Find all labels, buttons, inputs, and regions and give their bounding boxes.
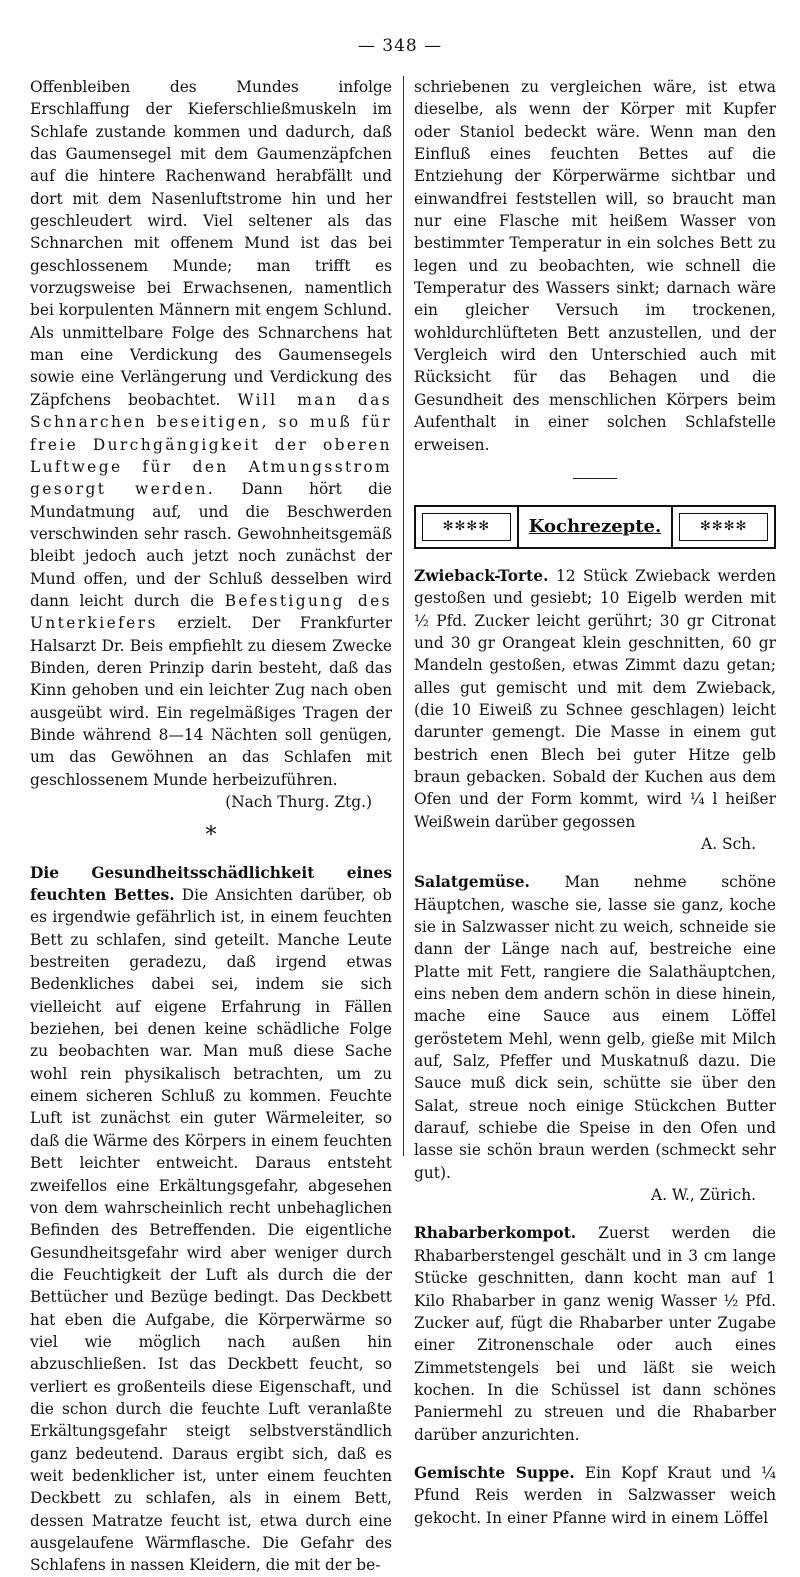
recipe-paragraph — [414, 1462, 776, 1529]
section-rule — [573, 478, 617, 479]
paragraph-text: Dann hört die Mundatmung auf, und die Beschwerden verschwinden sehr rasch. Gewohnheitsgemäß bleibt jedoch auch jetzt noch zunächst der Mund offen, und der Schluß desselben wird dann leicht durch die — [30, 480, 392, 610]
recipe-text: 12 Stück Zwieback werden gestoßen und gesiebt; 10 Eigelb werden mit ½ Pfd. Zucker leicht gerührt; 30 gr Citronat und 30 gr Orangeat klein geschnitten, 60 gr Mandeln gestoßen, etwas Zimmt dazu getan; alles gut gemischt und mit dem Zwieback, (die 10 Eiweiß zu Schnee geschlagen) leicht darunter gemengt. Die Masse in einem gut bestrich enen Blech bei guter Hitze gelb braun gebacken. Sobald der Kuchen aus dem Ofen und der Form kommt, wird ¼ l heißer Weißwein darüber gegossen — [414, 566, 776, 831]
recipe-title: Gemischte Suppe. — [414, 1463, 575, 1482]
article-paragraph — [30, 76, 392, 791]
recipe-signature: A. Sch. — [701, 834, 756, 853]
recipe-text: Ein Kopf Kraut und ¼ Pfund Reis werden in Salzwasser weich gekocht. In einer Pfanne wird in einem Löffel — [414, 1463, 776, 1527]
page-number: — 348 — — [357, 36, 443, 56]
ornament-glyphs: ✻✻✻✻ — [442, 518, 491, 534]
recipe-text: Man nehme schöne Häuptchen, wasche sie, lasse sie ganz, koche sie in Salzwasser nicht zu weich, schneide sie dann der Länge nach auf, bestreiche eine Platte mit Fett, rangiere die Salathäuptchen, eins neben dem andern schön in diese hinein, mache eine Sauce aus einem Löffel geröstetem Mehl, wenn gelb, gieße mit Milch auf, Salz, Pfeffer und Muskatnuß dazu. Die Sauce muß dick sein, schütte sie über den Salat, streue noch einige Stückchen Butter darauf, schiebe die Speise in den Ofen und lasse sie schön braun werden (schmeckt sehr gut). — [414, 873, 776, 1182]
article-continuation: schriebenen zu vergleichen wäre, ist etwa dieselbe, als wenn der Körper mit Kupfer oder Staniol bedeckt wäre. Wenn man den Einfluß eines feuchten Bettes auf die Entziehung der Körperwärme sichtbar und einwandfrei feststellen will, so braucht man nur eine Flasche mit heißem Wasser von bestimmter Temperatur in ein solches Bett zu legen und zu beobachten, wie schnell die Temperatur des Wassers sinkt; darnach wäre ein gleicher Versuch im trockenen, wohldurchlüfteten Bett anzustellen, und der Vergleich wird den Unterschied auch mit Rücksicht für das Behagen und die Gesundheit des menschlichen Körpers beim Aufenthalt in einer solchen Schlafstelle erweisen. — [414, 78, 776, 454]
ornament-right — [679, 513, 768, 541]
recipe-text: Zuerst werden die Rhabarberstengel geschält und in 3 cm lange Stücke geschnitten, dann kocht man auf 1 Kilo Rhabarber in ganz wenig Wasser ½ Pfd. Zucker auf, fügt die Rhabarber unter Zugabe einer Zitronenschale oder auch eines Zimmetstengels bei und läßt sie weich kochen. In die Schüssel ist dann schönes Paniermehl zu streuen und die Rhabarber darüber anzurichten. — [414, 1224, 776, 1444]
paragraph-text: Offenbleiben des Mundes infolge Erschlaffung der Kieferschließmuskeln im Schlafe zustande kommen und dadurch, daß das Gaumensegel mit dem Gaumenzäpfchen auf die hintere Rachenwand herabfällt und dort mit dem Nasenluftstrome hin und her geschleudert wird. Viel seltener als das Schnarchen mit offenem Mund ist das bei geschlossenem Munde; man trifft es vorzugsweise bei Erwachsenen, namentlich bei korpulenten Männern mit engem Schlund. Als unmittelbare Folge des Schnarchens hat man eine Verdickung des Gaumensegels sowie eine Verlängerung und Verdickung des Zäpfchens beobachtet. — [30, 78, 392, 409]
recipe-title: Rhabarberkompot. — [414, 1224, 577, 1243]
right-column — [414, 76, 776, 1529]
recipe-title: Salatgemüse. — [414, 873, 530, 892]
recipe-paragraph — [414, 871, 776, 1184]
spaced-emphasis: Will man das Schnarchen beseitigen, so muß für freie Durchgängigkeit der oberen Luftwege für den Atmungsstrom gesorgt werden. — [30, 390, 392, 499]
article-paragraph — [30, 862, 392, 1577]
spaced-emphasis: Befestigung des Unterkiefers — [30, 591, 392, 633]
paragraph-text: Die Ansichten darüber, ob es irgendwie gefährlich ist, in einem feuchten Bett zu schlafen, sind geteilt. Manche Leute bestreiten geradezu, daß irgend etwas Bedenkliches dabei sei, indem sie sich vielleicht auf eigene Erfahrung in Fällen beziehen, bei denen keine schädliche Folge zu beobachten war. Man muß diese Sache wohl rein physikalisch betrachten, um zu einem sicheren Schluß zu kommen. Feuchte Luft ist zunächst ein guter Wärmeleiter, so daß die Wärme des Körpers in einem feuchten Bett leichter entweicht. Daraus entsteht zweifellos eine Erkältungsgefahr, abgesehen von dem wahrscheinlich recht unbehaglichen Befinden des Betreffenden. Die eigentliche Gesundheitsgefahr wird aber weniger durch die Feuchtigkeit der Luft als durch die der Bettücher und Bezüge bedingt. Das Deckbett hat eben die Aufgabe, die Körperwärme so viel wie möglich nach außen hin abzuschließen. Ist das Deckbett feucht, so verliert es großenteils diese Eigenschaft, und die schon durch die feuchte Luft veranlaßte Erkältungsgefahr steigt selbstverständlich ganz bedeutend. Daraus ergibt sich, daß es weit bedenklicher ist, unter einem feuchten Deckbett zu schlafen, als in einem Bett, dessen Matratze feucht ist, etwa durch eine ausgelaufene Wärmflasche. Die Gefahr des Schlafens in nassen Kleidern, die mit der be- — [30, 886, 392, 1575]
recipe-title: Zwieback-Torte. — [414, 566, 549, 585]
recipe-signature: A. W., Zürich. — [650, 1186, 756, 1205]
ornament-glyphs: ✻✻✻✻ — [699, 518, 748, 534]
left-column — [30, 76, 392, 1577]
recipe-paragraph — [414, 1222, 776, 1445]
recipe-paragraph — [414, 565, 776, 833]
ornament-left — [422, 513, 511, 541]
column-divider — [403, 76, 404, 1156]
paragraph-text: erzielt. Der Frankfurter Halsarzt Dr. Beis empfiehlt zu diesem Zwecke Binden, deren Prinzip darin besteht, daß das Kinn gehoben und ein leichter Zug nach oben ausgeübt wird. Ein regelmäßiges Tragen der Binde während 8—14 Nächten soll genügen, um das Gewöhnen an das Schlafen mit geschlossenem Munde herbeizuführen. — [30, 614, 392, 789]
article-title: Die Gesundheitsschädlichkeit eines feuchten Bettes. — [30, 863, 392, 905]
section-banner — [414, 505, 776, 549]
source-citation: (Nach Thurg. Ztg.) — [225, 793, 372, 811]
section-title: Kochrezepte. — [517, 507, 674, 547]
asterisk-separator: * — [205, 823, 217, 849]
